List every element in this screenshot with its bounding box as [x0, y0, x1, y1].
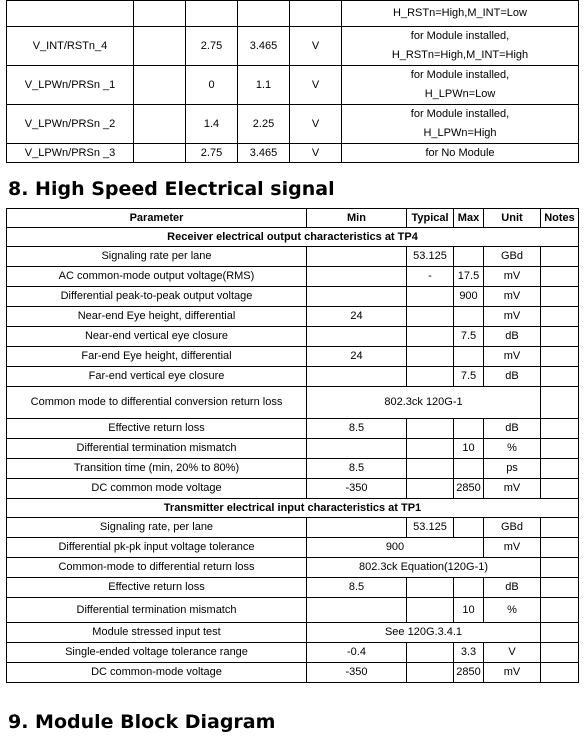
min-cell — [307, 247, 407, 267]
param-cell: Differential termination mismatch — [7, 598, 307, 623]
min-cell — [307, 598, 407, 623]
min-cell: 2.75 — [186, 144, 238, 163]
table-row — [7, 367, 579, 387]
table-row — [7, 287, 579, 307]
section8-title: 8. High Speed Electrical signal — [8, 178, 335, 200]
notes-cell — [541, 518, 579, 538]
max-cell — [454, 247, 484, 267]
unit-cell: mV — [484, 347, 541, 367]
note-cell — [342, 27, 579, 66]
unit-cell: GBd — [484, 518, 541, 538]
max-cell: 17.5 — [454, 267, 484, 287]
notes-cell — [541, 387, 579, 419]
col-header-notes: Notes — [541, 209, 579, 228]
unit-cell: V — [290, 27, 342, 66]
max-cell: 3.465 — [238, 27, 290, 66]
notes-cell — [541, 538, 579, 558]
min-cell — [186, 1, 238, 27]
min-cell: 8.5 — [307, 578, 407, 598]
unit-cell — [290, 1, 342, 27]
typ-cell — [407, 327, 454, 347]
typ-cell: - — [407, 267, 454, 287]
param-cell: V_LPWn/PRSn _3 — [7, 144, 134, 163]
blank-cell — [134, 144, 186, 163]
param-cell: Signaling rate per lane — [7, 247, 307, 267]
min-cell: 2.75 — [186, 27, 238, 66]
unit-cell: mV — [484, 287, 541, 307]
min-cell — [307, 287, 407, 307]
note-line: H_LPWn=High — [423, 127, 497, 139]
table-row — [7, 643, 579, 663]
table-row — [7, 419, 579, 439]
notes-cell — [541, 643, 579, 663]
min-cell: 24 — [307, 307, 407, 327]
blank-cell — [134, 1, 186, 27]
table-row — [7, 307, 579, 327]
table-row — [7, 27, 579, 66]
table-row — [7, 558, 579, 578]
table-row — [7, 267, 579, 287]
notes-cell — [541, 367, 579, 387]
min-cell — [307, 439, 407, 459]
typ-cell — [407, 439, 454, 459]
min-cell: 8.5 — [307, 419, 407, 439]
max-cell: 2850 — [454, 479, 484, 499]
col-header-max: Max — [454, 209, 484, 228]
receiver-section-title: Receiver electrical output characteristics at TP4 — [7, 228, 579, 247]
typ-cell — [407, 347, 454, 367]
table-row — [7, 663, 579, 683]
typ-cell — [407, 459, 454, 479]
max-cell: 1.1 — [238, 66, 290, 105]
blank-cell — [134, 66, 186, 105]
note-cell: H_RSTn=High,M_INT=Low — [342, 1, 579, 27]
typ-cell — [407, 663, 454, 683]
note-line: for Module installed, — [410, 30, 510, 42]
min-cell — [307, 518, 407, 538]
notes-cell — [541, 663, 579, 683]
param-cell: AC common-mode output voltage(RMS) — [7, 267, 307, 287]
table-row — [7, 439, 579, 459]
notes-cell — [541, 598, 579, 623]
param-cell: DC common-mode voltage — [7, 663, 307, 683]
unit-cell: % — [484, 439, 541, 459]
typ-cell — [407, 307, 454, 327]
unit-cell: mV — [484, 479, 541, 499]
unit-cell: mV — [484, 267, 541, 287]
param-cell: V_LPWn/PRSn _2 — [7, 105, 134, 144]
min-cell: -0.4 — [307, 643, 407, 663]
note-line: H_RSTn=High,M_INT=High — [391, 49, 529, 61]
blank-cell — [134, 105, 186, 144]
note-cell — [342, 66, 579, 105]
table-row — [7, 105, 579, 144]
notes-cell — [541, 419, 579, 439]
param-cell: Transition time (min, 20% to 80%) — [7, 459, 307, 479]
notes-cell — [541, 623, 579, 643]
note-line: for Module installed, — [410, 108, 510, 120]
param-cell: Single-ended voltage tolerance range — [7, 643, 307, 663]
notes-cell — [541, 578, 579, 598]
notes-cell — [541, 558, 579, 578]
max-cell: 7.5 — [454, 327, 484, 347]
table-row — [7, 598, 579, 623]
col-header-unit: Unit — [484, 209, 541, 228]
table-row — [7, 247, 579, 267]
col-header-parameter: Parameter — [7, 209, 307, 228]
transmitter-section-title: Transmitter electrical input characteristics at TP1 — [7, 499, 579, 518]
note-line: for Module installed, — [410, 69, 510, 81]
unit-cell: GBd — [484, 247, 541, 267]
notes-cell — [541, 439, 579, 459]
typ-cell — [407, 643, 454, 663]
param-cell: Signaling rate, per lane — [7, 518, 307, 538]
unit-cell: dB — [484, 367, 541, 387]
min-cell — [307, 327, 407, 347]
unit-cell: V — [290, 66, 342, 105]
param-cell: Near-end Eye height, differential — [7, 307, 307, 327]
min-cell: -350 — [307, 479, 407, 499]
blank-cell — [134, 27, 186, 66]
unit-cell: V — [290, 144, 342, 163]
min-cell — [307, 267, 407, 287]
param-cell: Far-end vertical eye closure — [7, 367, 307, 387]
typ-cell — [407, 367, 454, 387]
col-header-min: Min — [307, 209, 407, 228]
table-row — [7, 518, 579, 538]
max-cell: 10 — [454, 439, 484, 459]
max-cell — [454, 347, 484, 367]
notes-cell — [541, 287, 579, 307]
max-cell: 3.3 — [454, 643, 484, 663]
max-cell — [454, 459, 484, 479]
notes-cell — [541, 247, 579, 267]
typ-cell — [407, 479, 454, 499]
param-cell: Differential termination mismatch — [7, 439, 307, 459]
param-cell: Differential peak-to-peak output voltage — [7, 287, 307, 307]
param-cell: Common-mode to differential return loss — [7, 558, 307, 578]
section-row — [7, 228, 579, 247]
typ-cell — [407, 578, 454, 598]
typ-cell: 53.125 — [407, 518, 454, 538]
header-row — [7, 209, 579, 228]
note-cell — [342, 105, 579, 144]
table-row — [7, 66, 579, 105]
table-row — [7, 479, 579, 499]
param-cell: Effective return loss — [7, 578, 307, 598]
max-cell — [454, 578, 484, 598]
unit-cell: dB — [484, 327, 541, 347]
table-row — [7, 144, 579, 163]
notes-cell — [541, 459, 579, 479]
max-cell: 2850 — [454, 663, 484, 683]
min-cell: 24 — [307, 347, 407, 367]
notes-cell — [541, 327, 579, 347]
min-cell: 0 — [186, 66, 238, 105]
section-row — [7, 499, 579, 518]
notes-cell — [541, 479, 579, 499]
param-cell: Common mode to differential conversion return loss — [7, 387, 307, 419]
spanned-value-cell: 802.3ck 120G-1 — [307, 387, 541, 419]
typ-cell — [407, 598, 454, 623]
max-cell — [454, 419, 484, 439]
unit-cell: % — [484, 598, 541, 623]
param-cell: Differential pk-pk input voltage tolerance — [7, 538, 307, 558]
notes-cell — [541, 307, 579, 327]
unit-cell: mV — [484, 538, 541, 558]
max-cell — [238, 1, 290, 27]
param-cell — [7, 1, 134, 27]
table-row — [7, 459, 579, 479]
typ-cell — [407, 419, 454, 439]
unit-cell: ps — [484, 459, 541, 479]
note-line: H_LPWn=Low — [424, 88, 496, 100]
spanned-value-cell: 802.3ck Equation(120G-1) — [307, 558, 541, 578]
max-cell: 2.25 — [238, 105, 290, 144]
unit-cell: mV — [484, 663, 541, 683]
min-cell: 8.5 — [307, 459, 407, 479]
param-cell: DC common mode voltage — [7, 479, 307, 499]
typ-cell — [407, 287, 454, 307]
max-cell: 900 — [454, 287, 484, 307]
param-cell: Far-end Eye height, differential — [7, 347, 307, 367]
typ-cell: 53.125 — [407, 247, 454, 267]
param-cell: Effective return loss — [7, 419, 307, 439]
unit-cell: dB — [484, 578, 541, 598]
min-cell: 1.4 — [186, 105, 238, 144]
param-cell: Module stressed input test — [7, 623, 307, 643]
col-header-typical: Typical — [407, 209, 454, 228]
table-row — [7, 1, 579, 27]
table-row — [7, 578, 579, 598]
spanned-value-cell: 900 — [307, 538, 484, 558]
min-cell: -350 — [307, 663, 407, 683]
table-row — [7, 387, 579, 419]
notes-cell — [541, 267, 579, 287]
min-cell — [307, 367, 407, 387]
max-cell — [454, 307, 484, 327]
high-speed-signal-table — [6, 208, 579, 683]
max-cell: 7.5 — [454, 367, 484, 387]
param-cell: V_INT/RSTn_4 — [7, 27, 134, 66]
param-cell: Near-end vertical eye closure — [7, 327, 307, 347]
spanned-value-cell: See 120G.3.4.1 — [307, 623, 541, 643]
unit-cell: V — [290, 105, 342, 144]
section9-title: 9. Module Block Diagram — [8, 711, 276, 733]
note-cell: for No Module — [342, 144, 579, 163]
table-row — [7, 538, 579, 558]
table-row — [7, 327, 579, 347]
unit-cell: mV — [484, 307, 541, 327]
max-cell: 10 — [454, 598, 484, 623]
table-row — [7, 347, 579, 367]
max-cell: 3.465 — [238, 144, 290, 163]
unit-cell: V — [484, 643, 541, 663]
unit-cell: dB — [484, 419, 541, 439]
param-cell: V_LPWn/PRSn _1 — [7, 66, 134, 105]
max-cell — [454, 518, 484, 538]
pin-voltage-table — [6, 0, 579, 163]
table-row — [7, 623, 579, 643]
notes-cell — [541, 347, 579, 367]
